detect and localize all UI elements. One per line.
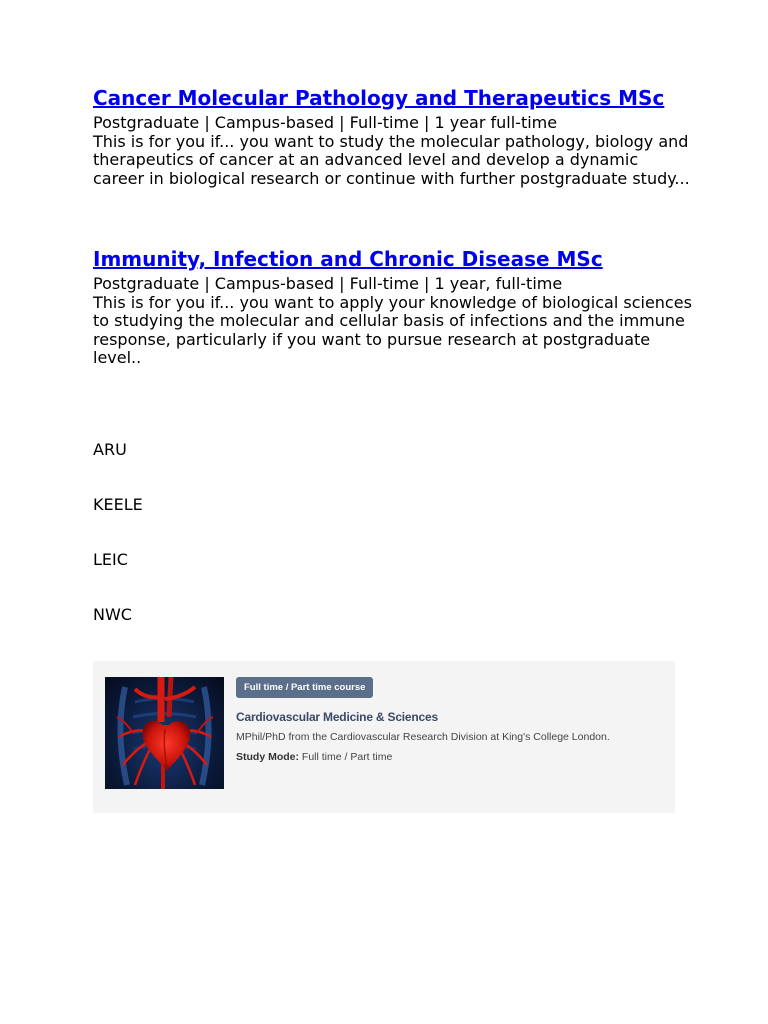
heart-anatomy-icon: [105, 677, 224, 789]
course-description: This is for you if... you want to apply your knowledge of biological sciences to studying the molecular and cellular basis of infections and the immune response, particularly if you want to pursue research at postgraduate level..: [93, 292, 692, 367]
course-meta: Postgraduate | Campus-based | Full-time | 1 year full-time: [93, 113, 558, 132]
ad-course-title[interactable]: Cardiovascular Medicine & Sciences: [236, 710, 438, 724]
university-code: KEELE: [93, 495, 143, 514]
course-advert[interactable]: [93, 661, 675, 813]
university-code: NWC: [93, 605, 132, 624]
course-description: This is for you if... you want to study the molecular pathology, biology and therapeutics of cancer at an advanced level and develop a dynamic career in biological research or continue with further postgraduate study...: [93, 131, 690, 188]
ad-description: MPhil/PhD from the Cardiovascular Research Division at King's College London.: [236, 731, 610, 743]
university-code: ARU: [93, 440, 127, 459]
course-title-link[interactable]: Immunity, Infection and Chronic Disease MSc: [93, 247, 603, 271]
course-listing: [93, 247, 693, 368]
study-mode: [236, 751, 392, 763]
university-code: LEIC: [93, 550, 128, 569]
study-mode-label: Study Mode:: [236, 751, 299, 763]
course-type-badge: Full time / Part time course: [236, 677, 373, 698]
course-meta: Postgraduate | Campus-based | Full-time | 1 year, full-time: [93, 274, 563, 293]
study-mode-value: Full time / Part time: [301, 751, 393, 763]
course-title-link[interactable]: Cancer Molecular Pathology and Therapeutics MSc: [93, 86, 665, 110]
course-listing: [93, 86, 693, 188]
